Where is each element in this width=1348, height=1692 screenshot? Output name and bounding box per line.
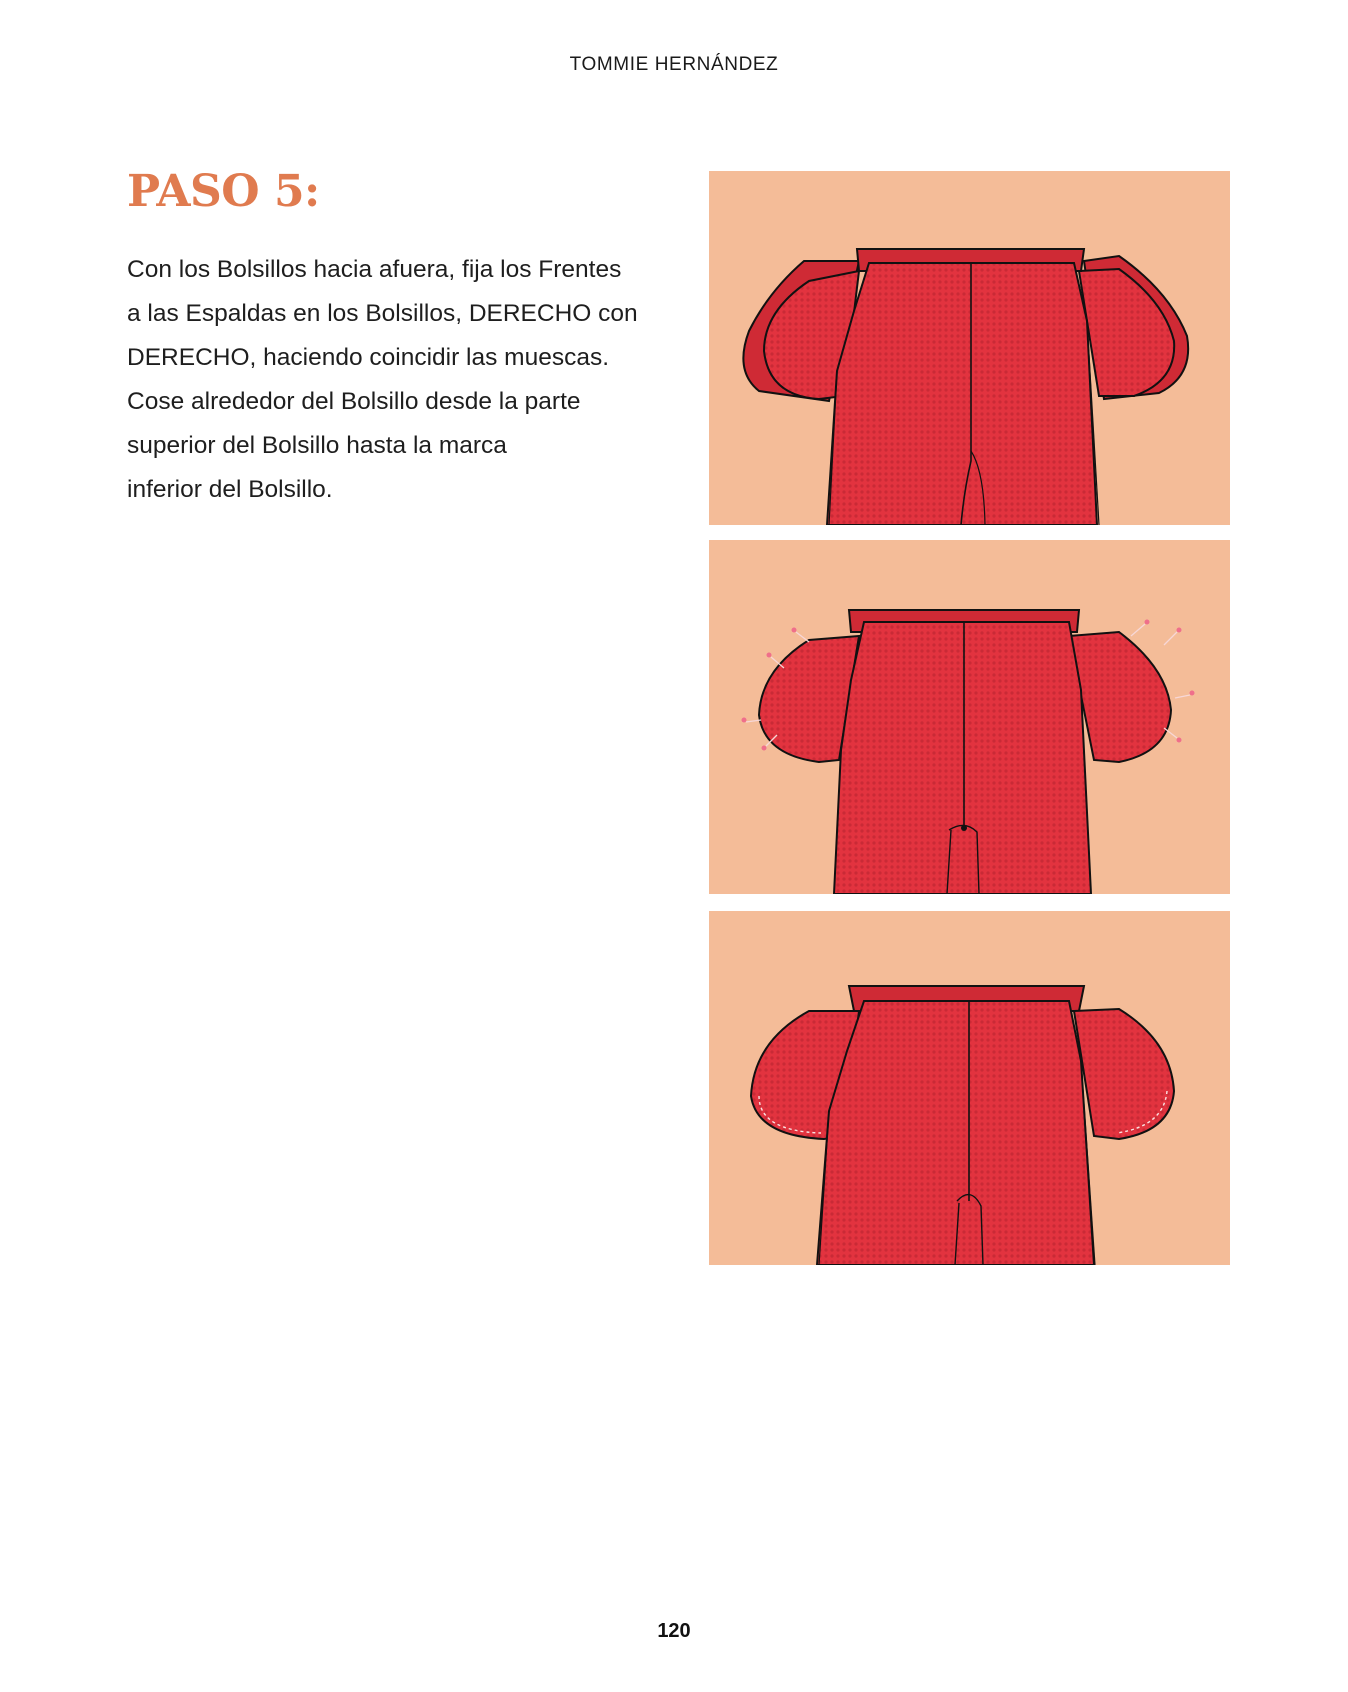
page-number: 120 (657, 1620, 691, 1642)
pants-pockets-outward-icon (709, 171, 1230, 525)
step-title: PASO 5: (127, 166, 320, 217)
instruction-line: DERECHO, haciendo coincidir las muescas. (127, 344, 610, 371)
illustration-pockets-outward (709, 171, 1230, 525)
instruction-line: Cose alrededor del Bolsillo desde la parte (127, 388, 581, 415)
step-instructions (127, 248, 667, 512)
instruction-line: a las Espaldas en los Bolsillos, DERECHO con (127, 300, 638, 327)
illustration-pockets-pinned (709, 540, 1230, 894)
instruction-line: superior del Bolsillo hasta la marca (127, 432, 507, 459)
illustration-pockets-sewn (709, 911, 1230, 1265)
instruction-line: Con los Bolsillos hacia afuera, fija los Frentes (127, 256, 622, 283)
instruction-line: inferior del Bolsillo. (127, 476, 333, 503)
pants-pockets-sewn-icon (709, 911, 1230, 1265)
running-head-author: TOMMIE HERNÁNDEZ (569, 54, 779, 75)
pants-pockets-pinned-icon (709, 540, 1230, 894)
